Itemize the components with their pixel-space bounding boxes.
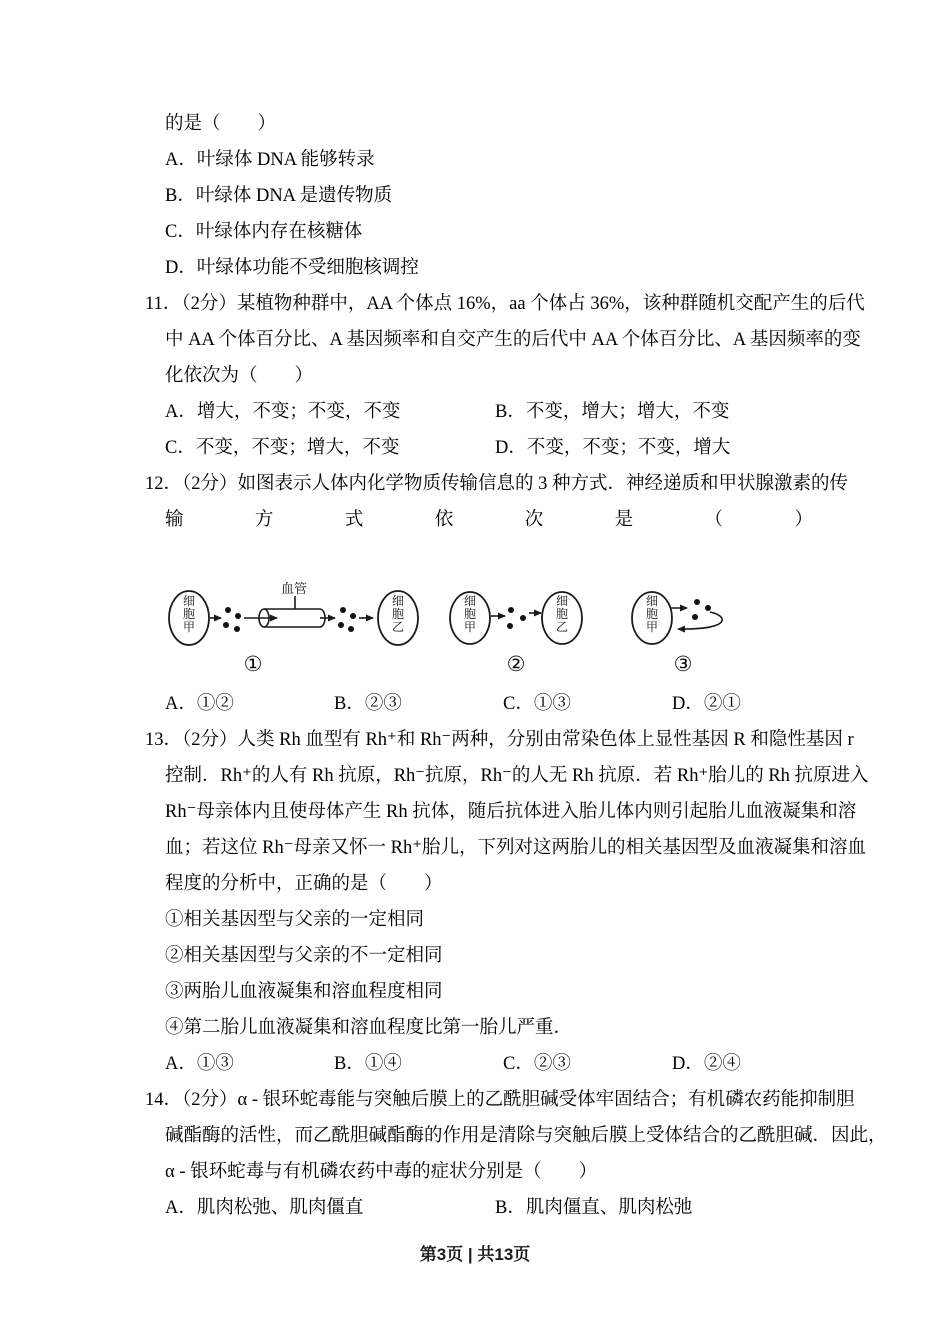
q12-char: 是 xyxy=(614,510,634,530)
q13-line-2: 控制．Rh⁺的人有 Rh 抗原，Rh⁻抗原，Rh⁻的人无 Rh 抗原．若 Rh⁺胎儿的 Rh 抗原进入 xyxy=(165,766,869,786)
q12-line-1: 12．（2分）如图表示人体内化学物质传输信息的 3 种方式．神经递质和甲状腺激素的传 xyxy=(145,474,849,494)
panel-2-direct-transfer xyxy=(450,592,582,676)
q10-option-c: C．叶绿体内存在核糖体 xyxy=(165,222,363,242)
cell-a-label: 细胞甲 xyxy=(645,594,659,634)
q13-item-3: ③两胎儿血液凝集和溶血程度相同 xyxy=(165,982,443,1002)
exam-content xyxy=(0,106,950,1226)
q12-char: ） xyxy=(794,510,813,530)
q13-option-a: A．①③ xyxy=(165,1054,234,1074)
q12-char: 式 xyxy=(344,510,364,530)
q11-options-row-1 xyxy=(0,394,950,430)
q12-char: 次 xyxy=(524,510,544,530)
q12-char: 依 xyxy=(434,510,454,530)
q11-line-3: 化依次为（ ） xyxy=(165,366,314,386)
cell-a-label: 细胞甲 xyxy=(463,594,477,634)
panel-1-endocrine-via-vessel xyxy=(169,581,418,676)
q13-item-4: ④第二胎儿血液凝集和溶血程度比第一胎儿严重． xyxy=(165,1018,573,1038)
q11-option-c: C．不变，不变；增大，不变 xyxy=(165,438,400,458)
q10-stem-tail: 的是（ ） xyxy=(165,114,277,134)
q12-line-2-justified xyxy=(165,502,813,538)
q12-diagram xyxy=(150,578,870,678)
q14-options-row xyxy=(0,1190,950,1226)
q13-line-1: 13．（2分）人类 Rh 血型有 Rh⁺和 Rh⁻两种，分别由常染色体上显性基因 R 和隐性基因 r xyxy=(145,730,854,750)
q12-option-c: C．①③ xyxy=(503,694,571,714)
panel-3-number: ③ xyxy=(673,652,693,676)
q13-option-b: B．①④ xyxy=(334,1054,402,1074)
q12-char: 方 xyxy=(254,510,274,530)
q14-option-a: A．肌肉松弛、肌肉僵直 xyxy=(165,1198,364,1218)
q11-option-b: B．不变，增大；增大，不变 xyxy=(495,402,730,422)
q14-line-3: α - 银环蛇毒与有机磷农药中毒的症状分别是（ ） xyxy=(165,1162,598,1182)
q13-line-3: Rh⁻母亲体内且使母体产生 Rh 抗体，随后抗体进入胎儿体内则引起胎儿血液凝集和溶 xyxy=(165,802,857,822)
q13-options-row xyxy=(0,1046,950,1082)
q10-option-a: A．叶绿体 DNA 能够转录 xyxy=(165,150,375,170)
q12-char: 输 xyxy=(165,510,184,530)
panel-2-number: ② xyxy=(506,652,526,676)
q13-item-2: ②相关基因型与父亲的不一定相同 xyxy=(165,946,443,966)
q14-line-1: 14．（2分）α - 银环蛇毒能与突触后膜上的乙酰胆碱受体牢固结合；有机磷农药能抑制胆 xyxy=(145,1090,855,1110)
panel-1-number: ① xyxy=(243,652,263,676)
q13-line-5: 程度的分析中，正确的是（ ） xyxy=(165,874,443,894)
cell-b-label: 细胞乙 xyxy=(555,594,569,634)
q11-line-1: 11．（2分）某植物种群中，AA 个体点 16%，aa 个体占 36%，该种群随机交配产生的后代 xyxy=(145,294,865,314)
q11-line-2: 中 AA 个体百分比、A 基因频率和自交产生的后代中 AA 个体百分比、A 基因频率的变 xyxy=(165,330,861,350)
q14-option-b: B．肌肉僵直、肌肉松弛 xyxy=(495,1198,693,1218)
q13-line-4: 血；若这位 Rh⁻母亲又怀一 Rh⁺胎儿，下列对这两胎儿的相关基因型及血液凝集和溶血 xyxy=(165,838,866,858)
page-footer xyxy=(0,1240,950,1265)
vessel-label: 血管 xyxy=(280,581,308,596)
q13-option-d: D．②④ xyxy=(672,1054,741,1074)
panel-3-feedback-loop xyxy=(632,592,722,676)
q12-options-row xyxy=(0,686,950,722)
cell-b-label: 细胞乙 xyxy=(391,594,405,634)
page-indicator: 第3页 | 共13页 xyxy=(419,1245,531,1264)
q12-option-a: A．①② xyxy=(165,694,234,714)
blood-vessel xyxy=(259,609,325,627)
q12-char: （ xyxy=(704,510,724,530)
q11-options-row-2 xyxy=(0,430,950,466)
q12-option-d: D．②① xyxy=(672,694,741,714)
cell-a-label: 细胞甲 xyxy=(182,594,196,634)
q13-item-1: ①相关基因型与父亲的一定相同 xyxy=(165,910,425,930)
q11-option-a: A．增大，不变；不变，不变 xyxy=(165,402,401,422)
q13-option-c: C．②③ xyxy=(503,1054,571,1074)
q10-option-b: B．叶绿体 DNA 是遗传物质 xyxy=(165,186,393,206)
q10-option-d: D．叶绿体功能不受细胞核调控 xyxy=(165,258,419,278)
loopback-arrow xyxy=(678,612,722,629)
q12-option-b: B．②③ xyxy=(334,694,402,714)
q14-line-2: 碱酯酶的活性，而乙酰胆碱酯酶的作用是清除与突触后膜上受体结合的乙酰胆碱．因此， xyxy=(165,1126,887,1146)
signal-transmission-diagram xyxy=(150,578,870,678)
q11-option-d: D．不变，不变；不变，增大 xyxy=(495,438,731,458)
